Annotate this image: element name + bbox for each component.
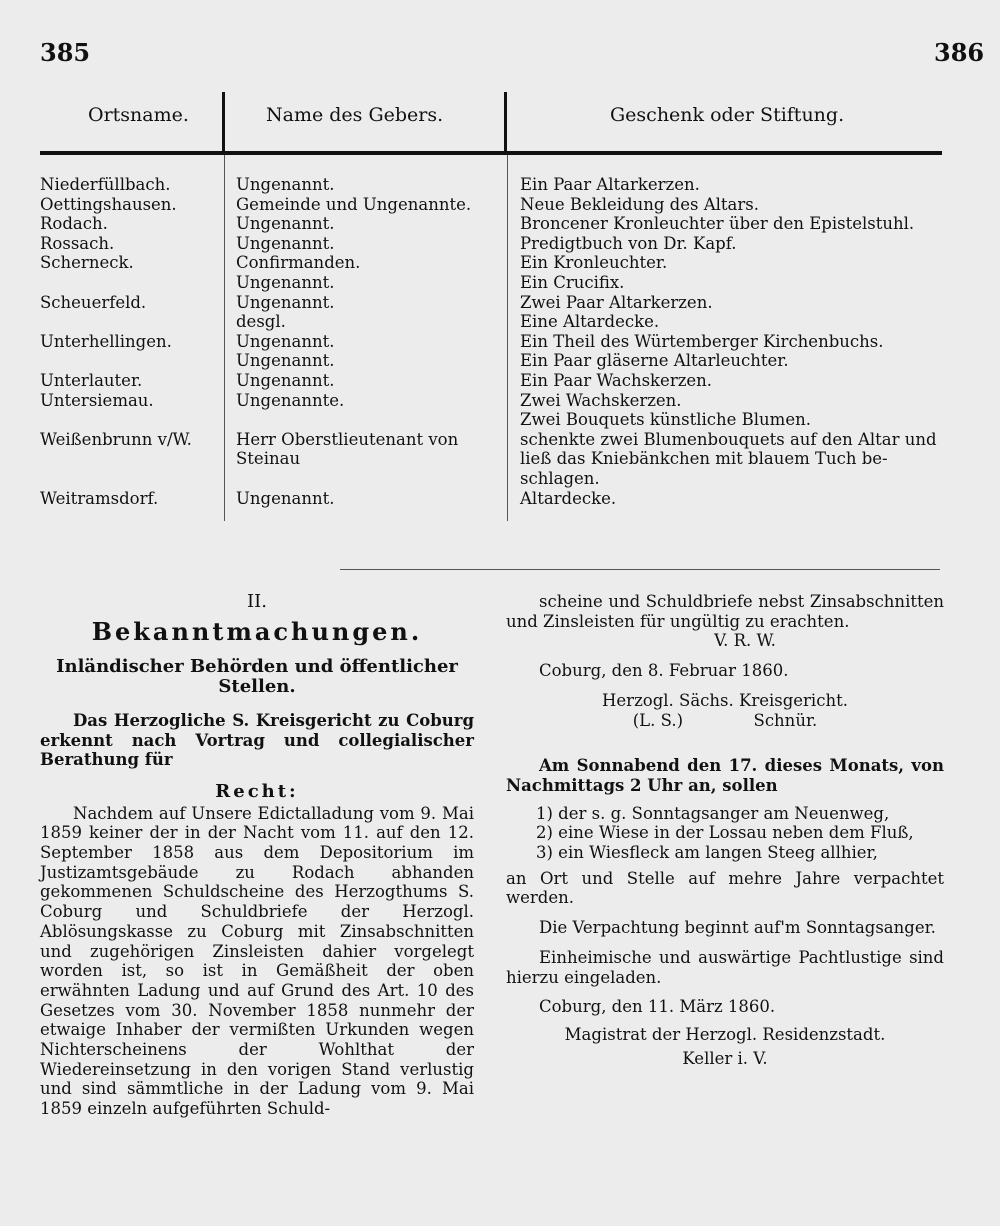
- announcement-intro: Am Sonnabend den 17. dieses Monats, von Nachmittags 2 Uhr an, sollen: [506, 756, 944, 795]
- table-row: [0, 175, 1000, 195]
- table-row: [0, 214, 1000, 234]
- page-number-left: 385: [40, 38, 91, 67]
- place-date-2: Coburg, den 11. März 1860.: [539, 997, 776, 1017]
- table-row: [0, 410, 1000, 430]
- donor-cell: Ungenannt.: [236, 273, 335, 292]
- list-item: 2) eine Wiese in der Lossau neben dem Fluß,: [536, 823, 914, 843]
- place-cell: Unterhellingen.: [40, 331, 172, 351]
- place-cell: Weißenbrunn v/W.: [40, 429, 192, 449]
- signature-line: [506, 711, 944, 731]
- gift-cell: schenkte zwei Blumenbouquets auf den Altar und: [520, 429, 937, 449]
- vrw-note: V. R. W.: [714, 631, 776, 651]
- table-row: [0, 332, 1000, 352]
- place-cell: Untersiemau.: [40, 390, 154, 410]
- section-heading: Bekanntmachungen.: [91, 616, 423, 646]
- donor-cell: Ungenannt.: [236, 175, 335, 194]
- place-cell: Rodach.: [40, 214, 108, 234]
- gift-cell: ließ das Kniebänkchen mit blauem Tuch be-: [520, 449, 888, 469]
- table-row: [0, 293, 1000, 313]
- table-row: [0, 234, 1000, 254]
- gift-cell: Ein Paar Altarkerzen.: [520, 175, 700, 194]
- judgment-continuation: scheine und Schuldbriefe nebst Zinsabschnitten und Zinsleisten für ungültig zu erachten.: [506, 592, 944, 631]
- table-header-place: Ortsname.: [88, 104, 189, 126]
- table-row: [0, 351, 1000, 371]
- table-header-donor: Name des Gebers.: [266, 104, 444, 126]
- recht-heading: Recht:: [215, 780, 299, 802]
- gift-cell: Ein Paar gläserne Altarleuchter.: [520, 351, 789, 371]
- left-text-column: [40, 592, 474, 1119]
- place-cell: Scherneck.: [40, 253, 134, 273]
- gift-cell: Broncener Kronleuchter über den Epistelstuhl.: [520, 214, 915, 234]
- table-header-gift: Geschenk oder Stiftung.: [610, 104, 845, 126]
- gift-cell: Ein Kronleuchter.: [520, 253, 668, 273]
- court-intro: Das Herzogliche S. Kreisgericht zu Coburg erkennt nach Vortrag und collegialischer Berathung für: [40, 710, 474, 770]
- magistrat-name: Magistrat der Herzogl. Residenzstadt.: [564, 1024, 886, 1044]
- table-row: [0, 273, 1000, 293]
- signer-name: Schnür.: [753, 710, 818, 730]
- gift-cell: Ein Theil des Würtemberger Kirchenbuchs.: [520, 331, 884, 351]
- place-cell: Rossach.: [40, 233, 115, 253]
- judgment-text: Nachdem auf Unsere Edictalladung vom 9. Mai 1859 keiner der in der Nacht vom 11. auf den 12. September 1858 aus dem Depositorium im Justizamtsgebäude zu Rodach abhanden gekommenen Schuldscheine des Herzogthums S. Coburg und Schuldbriefe der Herzogl. Ablösungskasse zu Coburg mit Zinsabschnitten und zugehörigen Zinsleisten dahier vorgelegt worden ist, so ist in Gemäßheit der oben erwähnten Ladung und auf Grund des Art. 10 des Gesetzes vom 30. November 1858 nunmehr der etwaige Inhaber der vermißten Urkunden wegen Nichterscheinens der Wohlthat der Wiedereinsetzung in den vorigen Stand verlustig und sind sämmtliche in der Ladung vom 9. Mai 1859 einzeln aufgeführten Schuld-: [40, 803, 474, 1119]
- column-divider: [222, 92, 225, 152]
- table-row: [0, 469, 1000, 489]
- column-divider: [504, 92, 507, 152]
- donor-cell: Ungenannt.: [236, 292, 335, 312]
- table-row: [0, 449, 1000, 469]
- donor-cell: desgl.: [236, 312, 286, 332]
- table-header-rule: [40, 151, 942, 155]
- gift-cell: schlagen.: [520, 469, 600, 488]
- list-item: 1) der s. g. Sonntagsanger am Neuenweg,: [536, 803, 890, 823]
- gift-cell: Zwei Bouquets künstliche Blumen.: [520, 410, 811, 430]
- gift-cell: Predigtbuch von Dr. Kapf.: [520, 233, 737, 253]
- gift-cell: Ein Crucifix.: [520, 273, 625, 292]
- invitation: Einheimische und auswärtige Pachtlustige sind hierzu eingeladen.: [506, 947, 944, 987]
- donor-cell: Ungenannt.: [236, 371, 335, 390]
- gift-cell: Neue Bekleidung des Altars.: [520, 194, 759, 214]
- donor-cell: Confirmanden.: [236, 253, 361, 273]
- section-subheading: Inländischer Behörden und öffentlicher Stellen.: [56, 656, 458, 698]
- donor-cell: Ungenannt.: [236, 214, 335, 234]
- place-cell: Niederfüllbach.: [40, 175, 171, 194]
- gift-cell: Eine Altardecke.: [520, 312, 660, 332]
- table-row: [0, 195, 1000, 215]
- table-row: [0, 253, 1000, 273]
- place-cell: Oettingshausen.: [40, 194, 177, 214]
- donor-cell: Ungenannt.: [236, 351, 335, 371]
- donor-cell: Ungenannt.: [236, 331, 335, 351]
- page-number-right: 386: [934, 38, 985, 67]
- donor-cell: Gemeinde und Ungenannte.: [236, 194, 472, 214]
- lease-start: Die Verpachtung beginnt auf'm Sonntagsanger.: [539, 918, 936, 938]
- donor-cell: Ungenannt.: [236, 488, 335, 508]
- table-row: [0, 489, 1000, 509]
- parcel-list: [506, 804, 944, 863]
- seal-mark: (L. S.): [632, 710, 684, 730]
- gift-cell: Zwei Paar Altarkerzen.: [520, 292, 713, 312]
- section-number: II.: [247, 591, 267, 612]
- place-cell: Unterlauter.: [40, 371, 143, 390]
- place-cell: Weitramsdorf.: [40, 488, 159, 508]
- table-bottom-rule: [340, 569, 940, 570]
- table-row: [0, 391, 1000, 411]
- place-date: Coburg, den 8. Februar 1860.: [539, 661, 789, 681]
- lease-text: an Ort und Stelle auf mehre Jahre verpachtet werden.: [506, 868, 944, 908]
- court-name: Herzogl. Sächs. Kreisgericht.: [602, 690, 848, 710]
- donor-cell: Ungenannt.: [236, 233, 335, 253]
- gift-cell: Altardecke.: [520, 488, 617, 508]
- donor-cell: Herr Oberstlieutenant von: [236, 429, 459, 449]
- donor-cell: Ungenannte.: [236, 390, 345, 410]
- right-text-column: [506, 592, 944, 1068]
- table-row: [0, 312, 1000, 332]
- donor-cell: Steinau: [236, 449, 301, 469]
- list-item: 3) ein Wiesfleck am langen Steeg allhier,: [536, 843, 878, 863]
- gift-cell: Zwei Wachskerzen.: [520, 390, 682, 410]
- table-row: [0, 371, 1000, 391]
- gift-cell: Ein Paar Wachskerzen.: [520, 371, 713, 390]
- place-cell: Scheuerfeld.: [40, 292, 147, 312]
- table-row: [0, 430, 1000, 450]
- signer-name-2: Keller i. V.: [682, 1048, 768, 1068]
